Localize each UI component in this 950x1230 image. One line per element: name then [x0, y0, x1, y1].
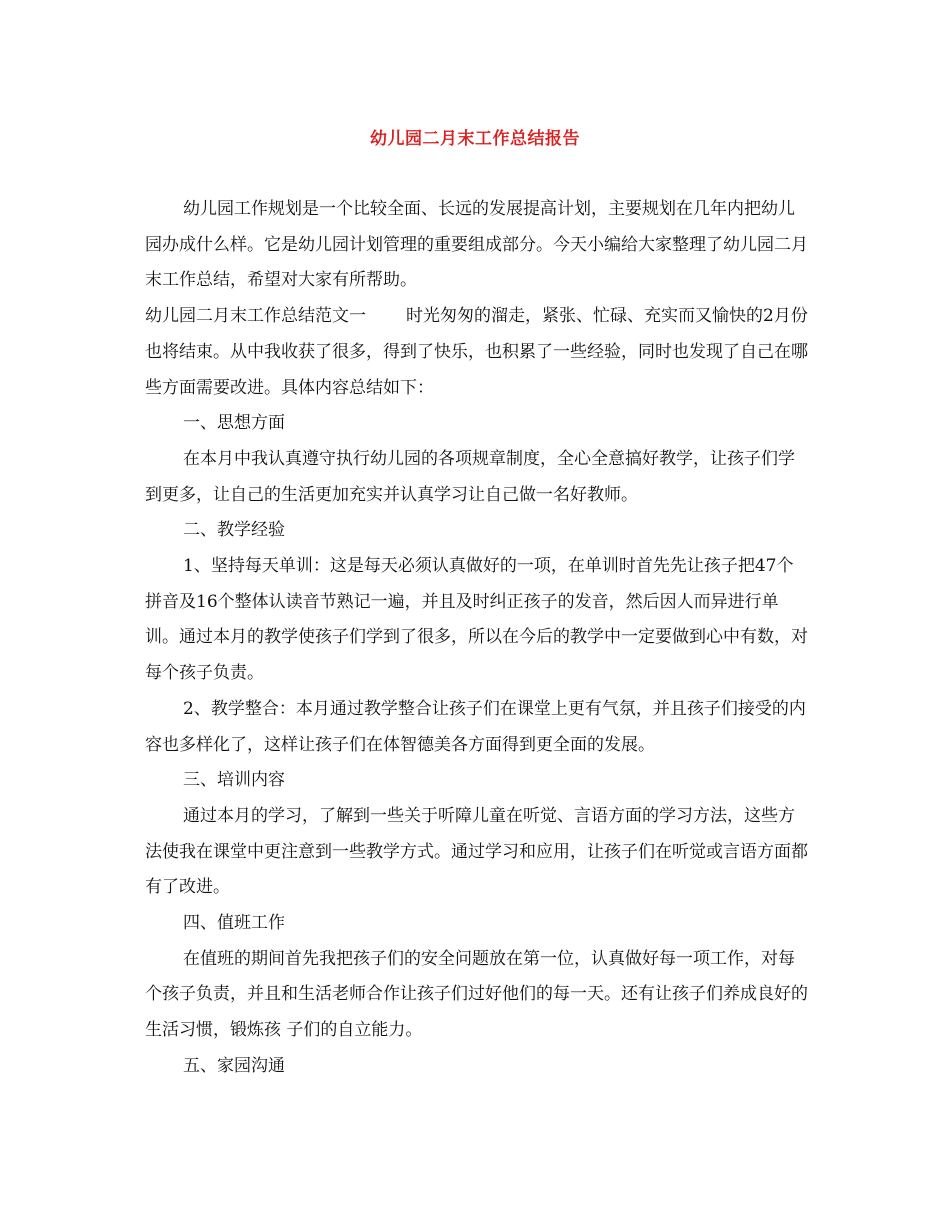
section-4-paragraph-1: 在值班的期间首先我把孩子们的安全问题放在第一位，认真做好每一项工作，对每个孩子负责，并且和生活老师合作让孩子们过好他们的每一天。还有让孩子们养成良好的生活习惯，锻炼孩 子们的自立能力。	[145, 948, 808, 1041]
document-body	[145, 192, 810, 1085]
section-heading-5: 五、家园沟通	[183, 1055, 285, 1076]
section-heading-1: 一、思想方面	[183, 413, 285, 434]
section-heading-2: 二、教学经验	[183, 520, 285, 541]
section-2-paragraph-2: 2、教学整合：本月通过教学整合让孩子们在课堂上更有气氛，并且孩子们接受的内容也多样化了，这样让孩子们在体智德美各方面得到更全面的发展。	[145, 698, 806, 755]
section-2-paragraph-1: 1、坚持每天单训：这是每天必须认真做好的一项，在单训时首先先让孩子把47个拼音及16个整体认读音节熟记一遍，并且及时纠正孩子的发音，然后因人而异进行单训。通过本月的教学使孩子们学到了很多，所以在今后的教学中一定要做到心中有数，对每个孩子负责。	[145, 556, 808, 684]
section-3-paragraph-1: 通过本月的学习，了解到一些关于听障儿童在听觉、言语方面的学习方法，这些方法使我在课堂中更注意到一些教学方式。通过学习和应用，让孩子们在听觉或言语方面都有了改进。	[145, 805, 808, 898]
section-heading-3: 三、培训内容	[183, 770, 285, 791]
section-1-paragraph-1: 在本月中我认真遵守执行幼儿园的各项规章制度，全心全意搞好教学，让孩子们学到更多，让自己的生活更加充实并认真学习让自己做一名好教师。	[145, 448, 795, 505]
sample-paragraph	[145, 299, 810, 406]
intro-paragraph: 幼儿园工作规划是一个比较全面、长远的发展提高计划，主要规划在几年内把幼儿园办成什么样。它是幼儿园计划管理的重要组成部分。今天小编给大家整理了幼儿园二月末工作总结，希望对大家有所帮助。	[145, 199, 808, 291]
sample-heading: 幼儿园二月末工作总结范文一	[145, 306, 366, 327]
sample-opening: 时光匆匆的溜走，紧张、忙碌、充实而又愉快的2月份也将结束。从中我收获了很多，得到了快乐，也积累了一些经验，同时也发现了自己在哪些方面需要改进。具体内容总结如下：	[145, 306, 808, 398]
document-title: 幼儿园二月末工作总结报告	[370, 129, 580, 149]
section-heading-4: 四、值班工作	[183, 913, 285, 934]
